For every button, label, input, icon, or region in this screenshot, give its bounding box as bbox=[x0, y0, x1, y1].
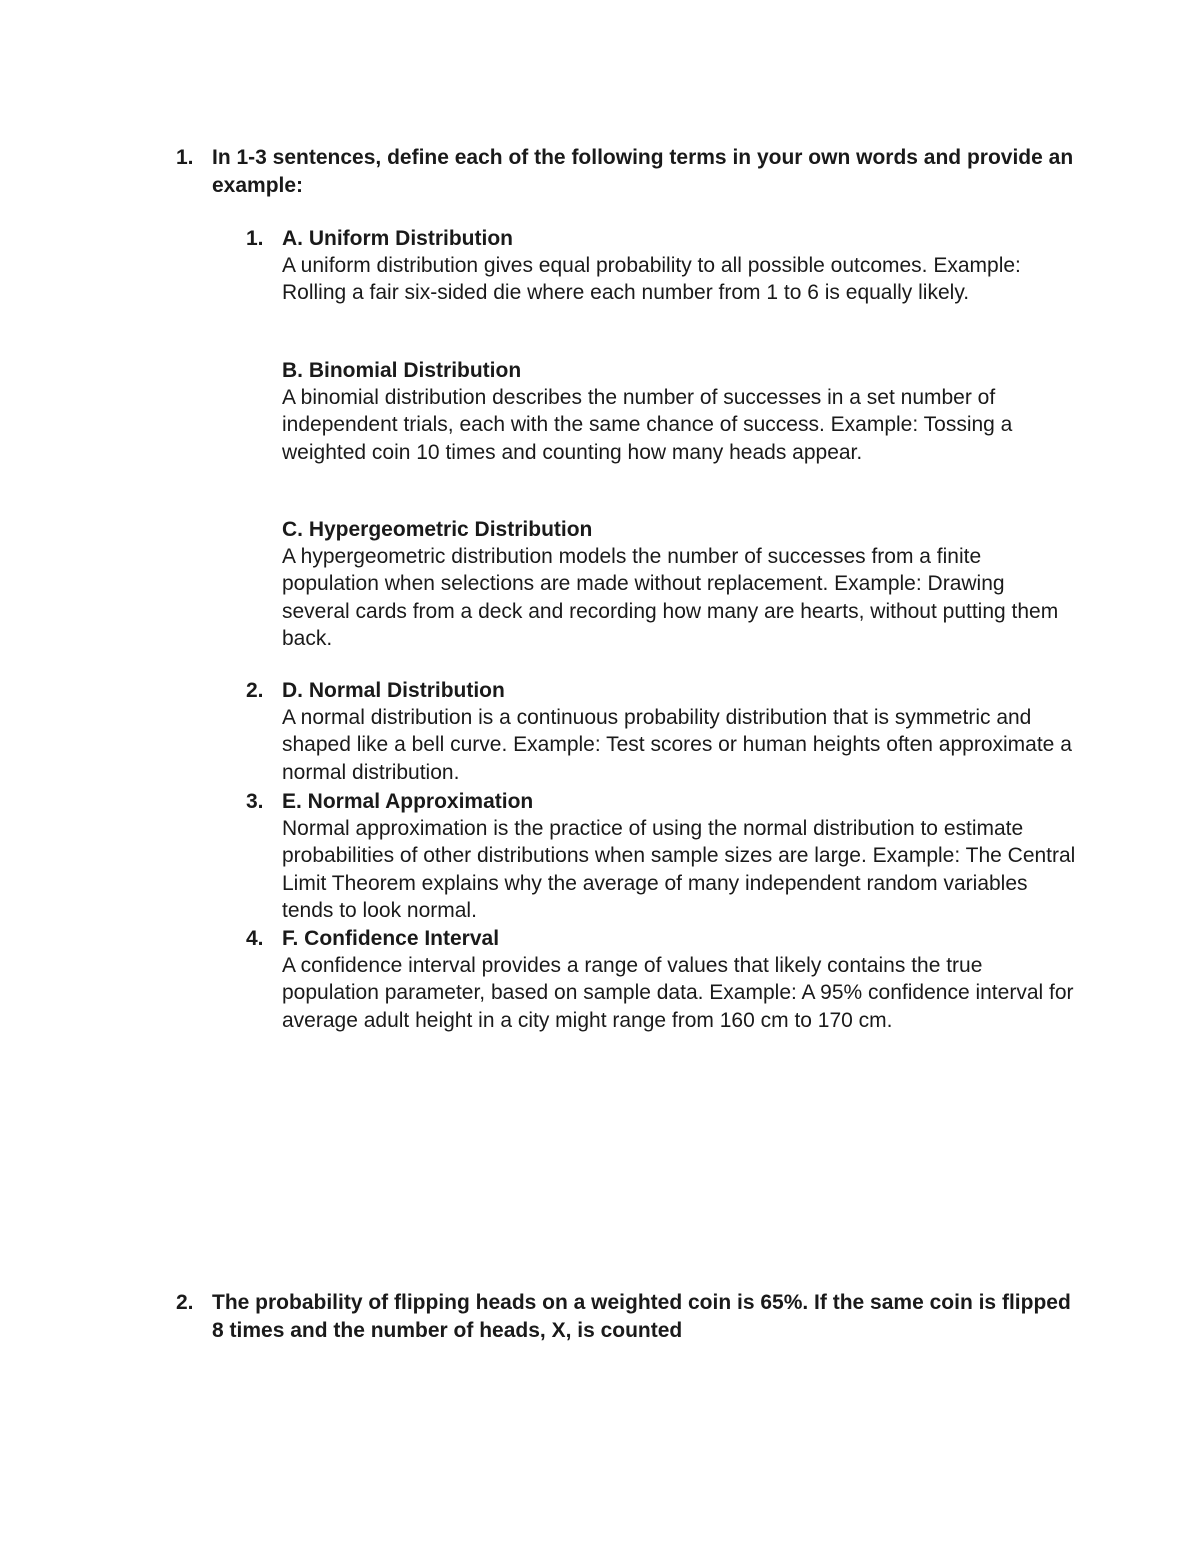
term-uniform-distribution bbox=[246, 225, 1076, 307]
term-heading: C. Hypergeometric Distribution bbox=[282, 518, 593, 541]
term-definition: A confidence interval provides a range of values that likely contains the true population parameter, based on sample data. Example: A 95% confidence interval for average adult height in a city might range from 160 cm to 170 cm. bbox=[282, 954, 1074, 1032]
term-heading: E. Normal Approximation bbox=[282, 790, 534, 813]
term-normal-approximation bbox=[246, 788, 1076, 924]
item-number: 2. bbox=[246, 679, 264, 702]
item-number: 3. bbox=[246, 790, 264, 813]
term-definition: A normal distribution is a continuous probability distribution that is symmetric and shaped like a bell curve. Example: Test scores or human heights often approximate a normal distribution. bbox=[282, 706, 1072, 784]
term-definition: A hypergeometric distribution models the number of successes from a finite population when selections are made without replacement. Example: Drawing several cards from a deck and recording how many are hearts, without putting them back. bbox=[282, 545, 1059, 650]
term-definition: Normal approximation is the practice of using the normal distribution to estimate probabilities of other distributions when sample sizes are large. Example: The Central Limit Theorem explains why the average of many independent random variables tends to look normal. bbox=[282, 817, 1076, 922]
question-1 bbox=[176, 144, 1076, 200]
question-number: 2. bbox=[176, 1291, 194, 1314]
term-confidence-interval bbox=[246, 925, 1076, 1034]
term-heading: A. Uniform Distribution bbox=[282, 227, 513, 250]
term-definition: A binomial distribution describes the number of successes in a set number of independent trials, each with the same chance of success. Example: Tossing a weighted coin 10 times and counting how many heads appear. bbox=[282, 386, 1013, 464]
term-hypergeometric-distribution bbox=[246, 516, 1076, 652]
term-heading: F. Confidence Interval bbox=[282, 927, 500, 950]
question-text: In 1-3 sentences, define each of the following terms in your own words and provide an example: bbox=[212, 146, 1074, 197]
term-heading: D. Normal Distribution bbox=[282, 679, 505, 702]
term-normal-distribution bbox=[246, 677, 1076, 786]
term-heading: B. Binomial Distribution bbox=[282, 359, 522, 382]
question-2 bbox=[176, 1289, 1076, 1345]
item-number: 4. bbox=[246, 927, 264, 950]
question-number: 1. bbox=[176, 146, 194, 169]
item-number: 1. bbox=[246, 227, 264, 250]
term-definition: A uniform distribution gives equal probability to all possible outcomes. Example: Rolling a fair six-sided die where each number from 1 to 6 is equally likely. bbox=[282, 254, 1021, 305]
question-text: The probability of flipping heads on a weighted coin is 65%. If the same coin is flipped 8 times and the number of heads, X, is counted bbox=[212, 1291, 1071, 1342]
term-binomial-distribution bbox=[246, 357, 1076, 466]
